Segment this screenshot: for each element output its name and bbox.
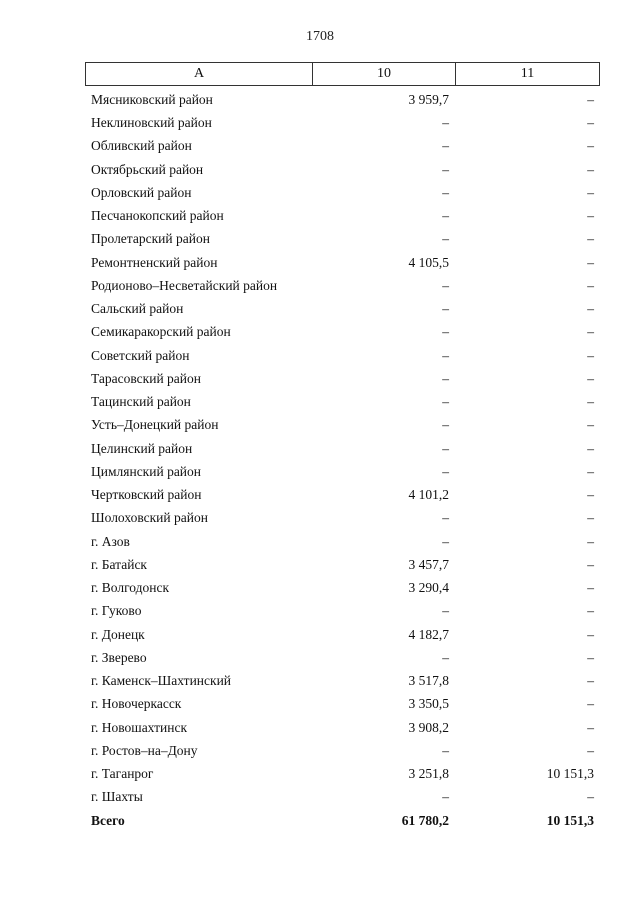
row-value-11: – [587, 138, 594, 154]
row-value-10: – [442, 603, 449, 619]
table-body [85, 88, 600, 832]
row-name: г. Зверево [91, 649, 147, 665]
row-value-10: 3 959,7 [408, 91, 449, 107]
table-row [85, 530, 600, 553]
row-value-11: – [587, 696, 594, 712]
row-name: г. Азов [91, 533, 130, 549]
total-value-10: 61 780,2 [401, 812, 449, 828]
row-value-11: – [587, 91, 594, 107]
row-name: Песчанокопский район [91, 208, 224, 224]
table-row [85, 390, 600, 413]
row-name: г. Гуково [91, 603, 142, 619]
row-value-11: – [587, 231, 594, 247]
row-value-11: 10 151,3 [546, 766, 594, 782]
table-row [85, 600, 600, 623]
row-value-11: – [587, 440, 594, 456]
row-name: Октябрьский район [91, 161, 204, 177]
row-name: г. Каменск–Шахтинский [91, 673, 232, 689]
row-value-10: – [442, 789, 449, 805]
row-value-11: – [587, 417, 594, 433]
row-name: г. Таганрог [91, 766, 154, 782]
row-value-11: – [587, 254, 594, 270]
row-value-11: – [587, 673, 594, 689]
column-header-name: А [86, 63, 313, 85]
row-name: Советский район [91, 347, 190, 363]
row-value-11: – [587, 556, 594, 572]
row-name: Шолоховский район [91, 510, 208, 526]
row-name: Чертковский район [91, 487, 202, 503]
row-value-10: – [442, 184, 449, 200]
row-name: Ремонтненский район [91, 254, 218, 270]
table-row [85, 693, 600, 716]
total-value-11: 10 151,3 [546, 812, 594, 828]
table-row [85, 135, 600, 158]
row-value-10: – [442, 301, 449, 317]
row-value-11: – [587, 301, 594, 317]
table-row [85, 228, 600, 251]
row-name: г. Шахты [91, 789, 143, 805]
row-value-11: – [587, 580, 594, 596]
row-name: г. Новочеркасск [91, 696, 182, 712]
row-value-10: – [442, 347, 449, 363]
table-header [85, 62, 600, 86]
table-row [85, 739, 600, 762]
row-value-10: 3 517,8 [408, 673, 449, 689]
table-row [85, 623, 600, 646]
row-value-11: – [587, 277, 594, 293]
row-value-11: – [587, 533, 594, 549]
row-value-10: 3 251,8 [408, 766, 449, 782]
row-value-11: – [587, 161, 594, 177]
row-name: Усть–Донецкий район [91, 417, 219, 433]
row-value-11: – [587, 370, 594, 386]
total-label: Всего [91, 812, 125, 828]
row-value-11: – [587, 463, 594, 479]
row-name: Тарасовский район [91, 370, 201, 386]
row-value-11: – [587, 649, 594, 665]
row-value-10: 4 105,5 [408, 254, 449, 270]
row-value-10: – [442, 324, 449, 340]
table-row [85, 111, 600, 134]
row-value-11: – [587, 603, 594, 619]
row-value-10: – [442, 742, 449, 758]
table-row [85, 414, 600, 437]
row-value-11: – [587, 626, 594, 642]
row-name: Обливский район [91, 138, 192, 154]
row-value-10: – [442, 277, 449, 293]
row-value-10: 3 908,2 [408, 719, 449, 735]
row-value-10: – [442, 440, 449, 456]
row-name: Тацинский район [91, 394, 191, 410]
table-row [85, 437, 600, 460]
row-name: г. Донецк [91, 626, 145, 642]
table-row [85, 460, 600, 483]
table-row [85, 251, 600, 274]
row-value-10: – [442, 208, 449, 224]
row-value-11: – [587, 719, 594, 735]
table-row [85, 297, 600, 320]
row-name: Пролетарский район [91, 231, 210, 247]
row-value-11: – [587, 789, 594, 805]
row-value-11: – [587, 208, 594, 224]
row-name: Мясниковский район [91, 91, 213, 107]
page-number: 1708 [306, 29, 334, 44]
row-value-10: 4 101,2 [408, 487, 449, 503]
row-value-11: – [587, 347, 594, 363]
row-value-11: – [587, 394, 594, 410]
table-row [85, 204, 600, 227]
row-name: Неклиновский район [91, 115, 212, 131]
row-value-11: – [587, 510, 594, 526]
table-row [85, 553, 600, 576]
table-row [85, 762, 600, 785]
table-row [85, 576, 600, 599]
row-value-10: – [442, 138, 449, 154]
row-name: Сальский район [91, 301, 184, 317]
row-value-11: – [587, 115, 594, 131]
table-row [85, 646, 600, 669]
row-value-11: – [587, 324, 594, 340]
row-value-11: – [587, 487, 594, 503]
column-header-10: 10 [313, 63, 456, 85]
row-name: г. Батайск [91, 556, 147, 572]
row-name: Цимлянский район [91, 463, 202, 479]
row-value-10: – [442, 510, 449, 526]
row-value-10: 3 290,4 [408, 580, 449, 596]
row-value-10: – [442, 533, 449, 549]
row-value-10: – [442, 649, 449, 665]
table-row [85, 158, 600, 181]
table-row [85, 669, 600, 692]
row-value-10: 4 182,7 [408, 626, 449, 642]
row-name: г. Волгодонск [91, 580, 170, 596]
row-value-10: – [442, 161, 449, 177]
row-value-10: – [442, 417, 449, 433]
total-row [85, 809, 600, 832]
row-name: г. Новошахтинск [91, 719, 187, 735]
table-row [85, 367, 600, 390]
row-value-10: 3 350,5 [408, 696, 449, 712]
table-row [85, 716, 600, 739]
row-name: Орловский район [91, 184, 192, 200]
table-row [85, 483, 600, 506]
row-name: Целинский район [91, 440, 193, 456]
row-value-11: – [587, 184, 594, 200]
column-header-11: 11 [520, 66, 535, 81]
table-row [85, 181, 600, 204]
row-value-10: – [442, 115, 449, 131]
row-value-10: 3 457,7 [408, 556, 449, 572]
table-row [85, 321, 600, 344]
table-row [85, 786, 600, 809]
table-row [85, 274, 600, 297]
row-name: Родионово–Несветайский район [91, 277, 278, 293]
row-value-10: – [442, 463, 449, 479]
row-name: г. Ростов–на–Дону [91, 742, 198, 758]
row-value-10: – [442, 231, 449, 247]
table-row [85, 344, 600, 367]
table-row [85, 88, 600, 111]
row-value-11: – [587, 742, 594, 758]
row-value-10: – [442, 370, 449, 386]
table-row [85, 507, 600, 530]
row-value-10: – [442, 394, 449, 410]
row-name: Семикаракорский район [91, 324, 231, 340]
